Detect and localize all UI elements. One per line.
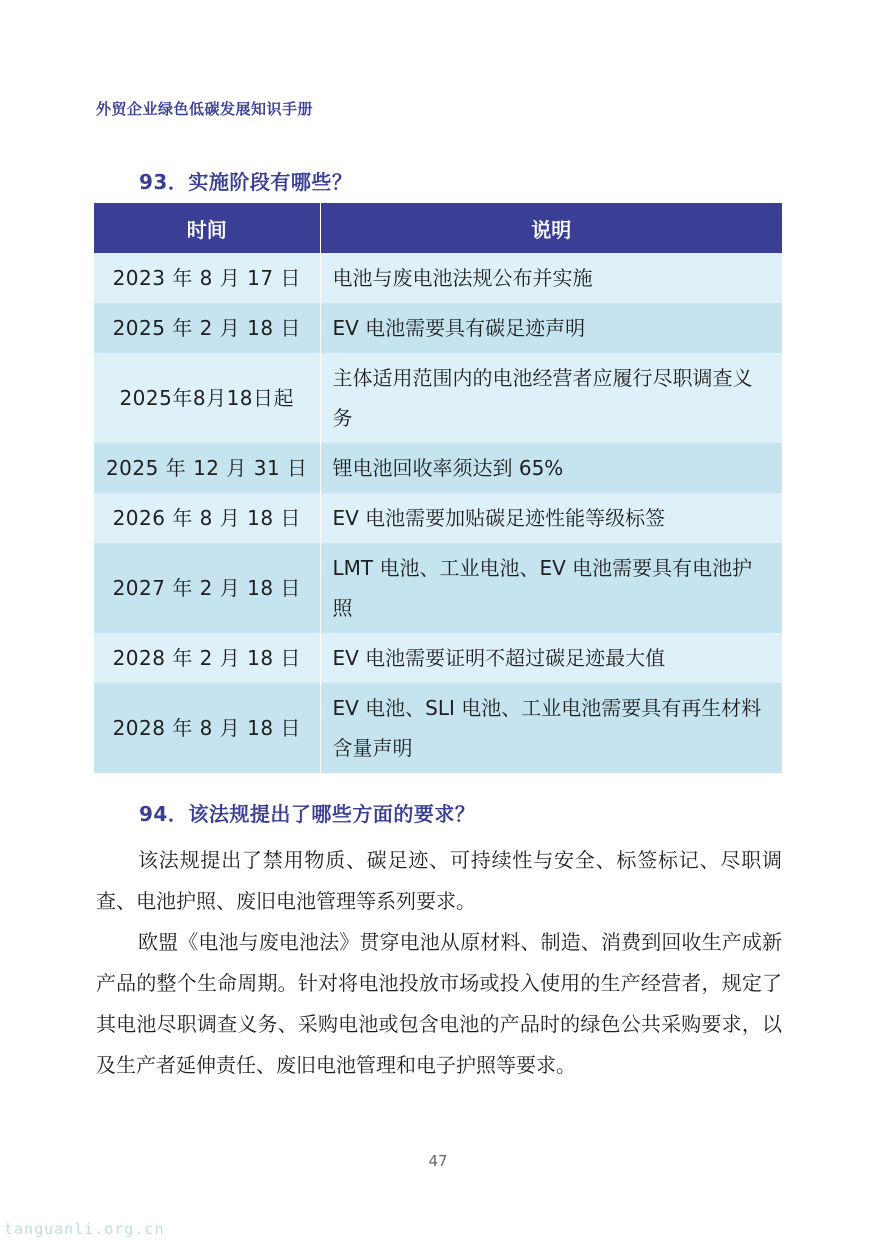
table-row [94, 353, 782, 443]
question-93-heading: 93．实施阶段有哪些？ [139, 170, 353, 194]
table-row [94, 443, 782, 493]
row-date: 2025 年 2 月 18 日 [94, 303, 320, 353]
table-row [94, 493, 782, 543]
answer-body [96, 840, 782, 1086]
row-date: 2027 年 2 月 18 日 [94, 543, 320, 633]
row-description: EV 电池需要证明不超过碳足迹最大值 [320, 633, 782, 683]
table-row [94, 543, 782, 633]
paragraph: 欧盟《电池与废电池法》贯穿电池从原材料、制造、消费到回收生产成新产品的整个生命周期。针对将电池投放市场或投入使用的生产经营者，规定了其电池尽职调查义务、采购电池或包含电池的产品时的绿色公共采购要求，以及生产者延伸责任、废旧电池管理和电子护照等要求。 [96, 930, 782, 1077]
row-date: 2025 年 12 月 31 日 [94, 443, 320, 493]
header-description: 说明 [320, 203, 782, 253]
row-date: 2028 年 8 月 18 日 [94, 683, 320, 773]
row-description: 电池与废电池法规公布并实施 [320, 253, 782, 303]
row-description: EV 电池需要加贴碳足迹性能等级标签 [320, 493, 782, 543]
row-date: 2026 年 8 月 18 日 [94, 493, 320, 543]
watermark: tanguanli.org.cn [4, 1220, 165, 1238]
row-date: 2028 年 2 月 18 日 [94, 633, 320, 683]
row-description: EV 电池、SLI 电池、工业电池需要具有再生材料含量声明 [320, 683, 782, 773]
row-date: 2025年8月18日起 [94, 353, 320, 443]
question-94-heading: 94．该法规提出了哪些方面的要求？ [139, 802, 476, 826]
page-number: 47 [428, 1152, 448, 1170]
row-description: 锂电池回收率须达到 65% [320, 443, 782, 493]
running-head: 外贸企业绿色低碳发展知识手册 [96, 100, 314, 118]
table-row [94, 253, 782, 303]
row-description: EV 电池需要具有碳足迹声明 [320, 303, 782, 353]
table-row [94, 303, 782, 353]
row-description: LMT 电池、工业电池、EV 电池需要具有电池护照 [320, 543, 782, 633]
paragraph: 该法规提出了禁用物质、碳足迹、可持续性与安全、标签标记、尽职调查、电池护照、废旧电池管理等系列要求。 [96, 848, 782, 913]
table-row [94, 633, 782, 683]
row-date: 2023 年 8 月 17 日 [94, 253, 320, 303]
table-header-row [94, 203, 782, 253]
header-time: 时间 [94, 203, 320, 253]
table-row [94, 683, 782, 773]
implementation-timeline-table [94, 203, 782, 773]
row-description: 主体适用范围内的电池经营者应履行尽职调查义务 [320, 353, 782, 443]
